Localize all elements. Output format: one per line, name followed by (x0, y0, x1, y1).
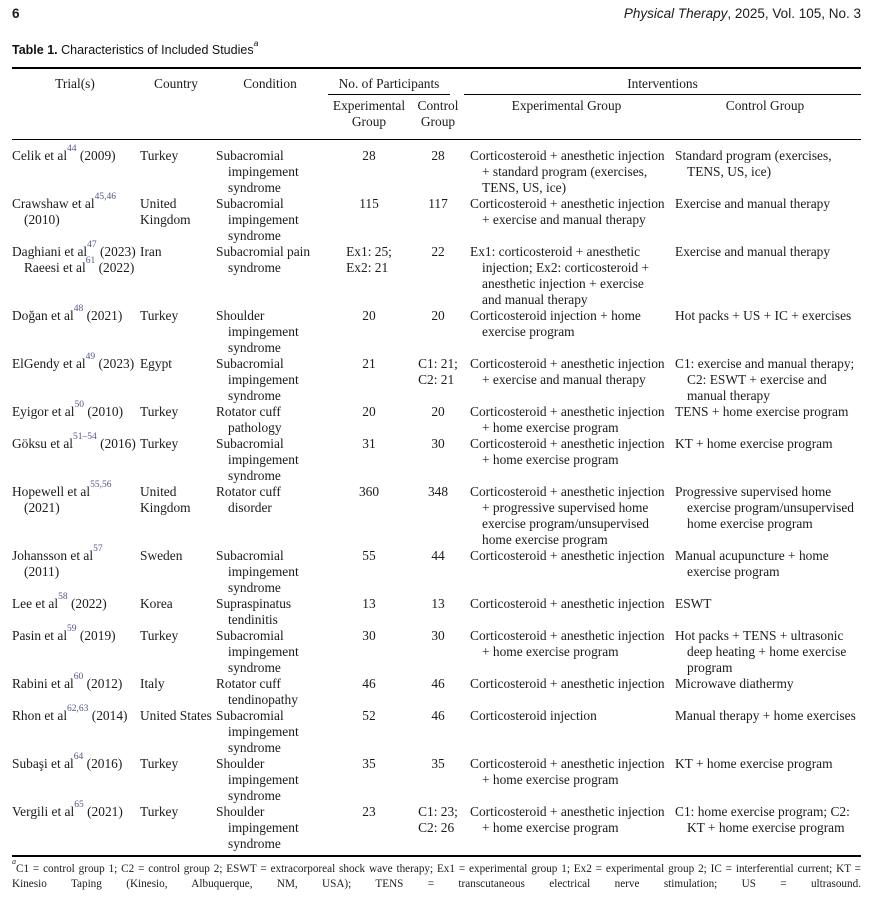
participant-count-line: C2: 26 (418, 820, 455, 835)
participants-experimental-cell: 13 (362, 596, 376, 611)
country-cell: Turkey (140, 804, 179, 819)
condition-cell (214, 404, 326, 436)
journal-name: Physical Therapy (623, 6, 728, 21)
intervention-control-text: TENS + home exercise program (675, 404, 849, 419)
citation-ref-link[interactable]: 48 (73, 303, 84, 314)
country-cell: Egypt (140, 356, 172, 371)
column-group-participants (326, 68, 464, 95)
country-cell: Turkey (140, 756, 179, 771)
condition-text: Subacromial pain syndrome (216, 244, 311, 275)
intervention-control-cell (669, 244, 861, 308)
study-year: (2011) (24, 564, 60, 579)
country-cell: Turkey (140, 308, 179, 323)
trial-cell (12, 479, 138, 548)
country-cell: Sweden (140, 548, 183, 563)
participants-experimental-cell: 31 (362, 436, 376, 451)
intervention-experimental-cell (464, 308, 669, 356)
participants-experimental-cell: 23 (362, 804, 376, 819)
study-year: (2023) (98, 356, 135, 371)
journal-issue-info: , 2025, Vol. 105, No. 3 (727, 6, 861, 21)
study-name: Göksu et al (12, 436, 73, 451)
intervention-control-cell (669, 804, 861, 856)
study-citation (12, 431, 136, 452)
study-name: Raeesi et al (24, 260, 86, 275)
table-row (12, 676, 861, 708)
study-citation (12, 399, 136, 420)
participant-count-lines (346, 244, 392, 276)
country-cell: United States (140, 708, 212, 723)
study-year: (2009) (79, 148, 116, 163)
condition-text: Subacromial impingement syndrome (216, 148, 299, 195)
intervention-experimental-text: Corticosteroid + anesthetic injection + home exercise program (470, 628, 665, 659)
country-cell: Italy (140, 676, 165, 691)
intervention-experimental-cell (464, 356, 669, 404)
intervention-control-cell (669, 484, 861, 548)
study-year: (2019) (79, 628, 116, 643)
participant-count-line: Ex1: 25; (346, 244, 392, 259)
intervention-experimental-text: Corticosteroid injection + home exercise program (470, 308, 641, 339)
table-row (12, 140, 861, 197)
table-row (12, 548, 861, 596)
study-citation (12, 703, 136, 724)
table-row (12, 484, 861, 548)
condition-cell (214, 140, 326, 197)
participants-experimental-cell: 360 (358, 484, 380, 499)
intervention-control-text: Microwave diathermy (675, 676, 794, 691)
study-year: (2012) (86, 676, 123, 691)
study-name: Rhon et al (12, 708, 68, 723)
intervention-experimental-cell (464, 804, 669, 856)
participants-control-cell: 44 (431, 548, 445, 563)
study-citation (12, 239, 136, 260)
condition-cell (214, 484, 326, 548)
intervention-control-text: Hot packs + US + IC + exercises (675, 308, 852, 323)
column-group-participants-label: No. of Participants (328, 76, 450, 95)
trial-cell (12, 140, 138, 197)
condition-text: Rotator cuff pathology (216, 404, 282, 435)
intervention-control-cell (669, 436, 861, 484)
intervention-experimental-cell (464, 628, 669, 676)
condition-cell (214, 756, 326, 804)
condition-cell (214, 308, 326, 356)
participants-control-cell (412, 356, 464, 404)
intervention-control-cell (669, 308, 861, 356)
intervention-control-text: KT + home exercise program (675, 756, 833, 771)
table-row (12, 436, 861, 484)
study-year: (2010) (24, 212, 60, 227)
participants-experimental-cell: 28 (362, 148, 376, 163)
trial-cell (12, 303, 138, 356)
intervention-control-cell (669, 708, 861, 756)
condition-text: Subacromial impingement syndrome (216, 356, 299, 403)
study-citation (24, 255, 136, 276)
study-citation (12, 303, 136, 324)
table-row (12, 756, 861, 804)
condition-text: Shoulder impingement syndrome (216, 804, 299, 851)
participants-control-cell: 30 (431, 436, 445, 451)
participants-experimental-cell: 35 (362, 756, 376, 771)
citation-ref-link[interactable]: 55,56 (90, 479, 112, 490)
intervention-control-cell (669, 596, 861, 628)
condition-text: Supraspinatus tendinitis (216, 596, 292, 627)
country-cell: Turkey (140, 404, 179, 419)
intervention-control-cell (669, 140, 861, 197)
participants-experimental-cell: 30 (362, 628, 376, 643)
participants-control-cell: 28 (431, 148, 445, 163)
intervention-control-text: KT + home exercise program (675, 436, 833, 451)
study-name: Hopewell et al (12, 484, 91, 499)
intervention-control-cell (669, 756, 861, 804)
citation-ref-link[interactable]: 47 (87, 239, 97, 250)
citation-ref-link[interactable]: 57 (93, 543, 103, 554)
intervention-control-text: Exercise and manual therapy (675, 244, 831, 259)
study-citation (12, 479, 136, 516)
intervention-experimental-cell (464, 756, 669, 804)
study-year: (2022) (70, 596, 107, 611)
study-citation (12, 351, 136, 372)
intervention-experimental-text: Corticosteroid + anesthetic injection + standard program (exercises, TENS, US, ice) (470, 148, 665, 195)
country-cell: Turkey (140, 628, 179, 643)
study-citation (12, 623, 136, 644)
study-name: Pasin et al (12, 628, 68, 643)
trial-cell (12, 799, 138, 856)
study-citation (12, 751, 136, 772)
participants-experimental-cell: 46 (362, 676, 376, 691)
country-cell: Korea (140, 596, 173, 611)
column-header-participants-experimental: Experimental Group (326, 95, 412, 140)
intervention-experimental-cell (464, 436, 669, 484)
journal-reference (624, 6, 861, 22)
citation-ref-link[interactable]: 60 (73, 671, 84, 682)
intervention-experimental-cell (464, 708, 669, 756)
participant-count-lines (418, 356, 458, 388)
column-group-interventions-label: Interventions (464, 76, 861, 95)
intervention-experimental-cell (464, 404, 669, 436)
participants-experimental-cell: 20 (362, 308, 376, 323)
country-cell: United Kingdom (140, 484, 191, 515)
caption-footnote-mark: a (253, 37, 259, 48)
table-header-row-groups (12, 68, 861, 95)
table-caption (12, 37, 861, 58)
study-year: (2021) (87, 804, 123, 819)
intervention-experimental-text: Corticosteroid + anesthetic injection + exercise and manual therapy (470, 356, 665, 387)
citation-ref-link[interactable]: 45,46 (94, 191, 116, 202)
trial-cell (12, 431, 138, 484)
study-citation (12, 143, 136, 164)
column-header-trial: Trial(s) (12, 68, 138, 140)
study-year: (2010) (87, 404, 124, 419)
participants-experimental-cell (326, 244, 412, 308)
table-row (12, 596, 861, 628)
study-name: Eyigor et al (12, 404, 75, 419)
condition-cell (214, 436, 326, 484)
intervention-experimental-text: Corticosteroid injection (470, 708, 597, 723)
condition-text: Rotator cuff disorder (216, 484, 281, 515)
intervention-control-text: Manual therapy + home exercises (675, 708, 856, 723)
study-year: (2022) (98, 260, 135, 275)
participant-count-lines (418, 804, 458, 836)
participants-experimental-cell: 52 (362, 708, 376, 723)
participant-count-line: Ex2: 21 (346, 260, 389, 275)
intervention-experimental-text: Corticosteroid + anesthetic injection + home exercise program (470, 404, 665, 435)
intervention-control-text: Manual acupuncture + home exercise program (675, 548, 829, 579)
study-year: (2021) (86, 308, 123, 323)
participants-experimental-cell: 115 (359, 196, 379, 211)
intervention-experimental-text: Corticosteroid + anesthetic injection (470, 596, 665, 611)
participants-control-cell: 117 (428, 196, 448, 211)
intervention-control-text: C1: home exercise program; C2: KT + home exercise program (675, 804, 850, 835)
condition-text: Shoulder impingement syndrome (216, 308, 299, 355)
participants-control-cell: 348 (427, 484, 449, 499)
study-name: Crawshaw et al (12, 196, 95, 211)
country-cell: United Kingdom (140, 196, 191, 227)
table-row (12, 196, 861, 244)
trial-cell (12, 239, 138, 308)
table-row (12, 628, 861, 676)
running-head (12, 6, 861, 22)
table-row (12, 708, 861, 756)
participant-count-line: C2: 21 (418, 372, 455, 387)
trial-cell (12, 623, 138, 676)
table-footnote (12, 857, 861, 892)
intervention-control-text: Standard program (exercises, TENS, US, ice) (675, 148, 832, 179)
condition-cell (214, 356, 326, 404)
condition-text: Subacromial impingement syndrome (216, 196, 299, 243)
participants-control-cell: 20 (431, 308, 445, 323)
study-name: Vergili et al (12, 804, 75, 819)
table-row (12, 308, 861, 356)
table-row (12, 404, 861, 436)
condition-cell (214, 244, 326, 308)
intervention-control-cell (669, 356, 861, 404)
trial-cell (12, 543, 138, 596)
column-header-condition: Condition (214, 68, 326, 140)
condition-text: Shoulder impingement syndrome (216, 756, 299, 803)
table-row (12, 804, 861, 856)
intervention-control-text: Hot packs + TENS + ultrasonic deep heating + home exercise program (675, 628, 847, 675)
participants-experimental-cell: 20 (362, 404, 376, 419)
condition-text: Subacromial impingement syndrome (216, 548, 299, 595)
intervention-experimental-cell (464, 596, 669, 628)
participants-control-cell: 46 (431, 708, 445, 723)
citation-ref-link[interactable]: 50 (74, 399, 84, 410)
country-cell: Iran (140, 244, 162, 259)
study-year: (2016) (100, 436, 136, 451)
study-name: Johansson et al (12, 548, 94, 563)
participant-count-line: C1: 23; (418, 804, 458, 819)
intervention-experimental-cell (464, 244, 669, 308)
table-caption-title: Characteristics of Included Studies (61, 43, 254, 57)
condition-cell (214, 548, 326, 596)
intervention-experimental-text: Ex1: corticosteroid + anesthetic injection; Ex2: corticosteroid + anesthetic injection + exercise and manual therapy (470, 244, 650, 307)
study-year: (2014) (91, 708, 128, 723)
study-citation (12, 671, 136, 692)
condition-cell (214, 676, 326, 708)
table-header (12, 68, 861, 140)
participants-control-cell: 46 (431, 676, 445, 691)
participants-control-cell: 35 (431, 756, 445, 771)
citation-ref-link[interactable]: 62,63 (67, 703, 89, 714)
participants-control-cell: 13 (431, 596, 445, 611)
citation-ref-link[interactable]: 51–54 (73, 431, 97, 442)
intervention-control-cell (669, 404, 861, 436)
trial-cell (12, 191, 138, 244)
citation-ref-link[interactable]: 65 (74, 799, 84, 810)
intervention-experimental-text: Corticosteroid + anesthetic injection + home exercise program (470, 804, 665, 835)
table-row (12, 244, 861, 308)
condition-text: Subacromial impingement syndrome (216, 628, 299, 675)
study-name: Lee et al (12, 596, 59, 611)
intervention-experimental-text: Corticosteroid + anesthetic injection (470, 676, 665, 691)
intervention-control-cell (669, 676, 861, 708)
study-citation (12, 799, 136, 820)
footnote-text: C1 = control group 1; C2 = control group 2; ESWT = extracorporeal shock wave therapy; Ex1 = experimental group 1; Ex2 = experimental group 2; IC = interferential current; KT = Kinesio Taping (Kinesio, Albuquerque, NM, USA); TENS = transcutaneous electrical nerve stimulation; US = ultrasound. (12, 863, 861, 890)
column-group-interventions (464, 68, 861, 95)
participants-experimental-cell: 55 (362, 548, 376, 563)
condition-cell (214, 708, 326, 756)
citation-ref-link[interactable]: 59 (67, 623, 77, 634)
column-header-interventions-experimental: Experimental Group (464, 95, 669, 140)
participants-control-cell: 20 (431, 404, 445, 419)
page-number: 6 (12, 6, 20, 21)
participants-control-cell: 22 (431, 244, 445, 259)
study-year: (2016) (86, 756, 123, 771)
condition-cell (214, 596, 326, 628)
intervention-control-cell (669, 548, 861, 596)
intervention-control-text: Progressive supervised home exercise program/unsupervised home exercise program (675, 484, 854, 531)
study-name: Doğan et al (12, 308, 74, 323)
table-row (12, 356, 861, 404)
participants-control-cell (412, 804, 464, 856)
condition-text: Subacromial impingement syndrome (216, 708, 299, 755)
intervention-experimental-text: Corticosteroid + anesthetic injection (470, 548, 665, 563)
study-citation (12, 191, 136, 228)
study-year: (2021) (24, 500, 60, 515)
studies-table (12, 67, 861, 857)
study-citation (12, 591, 136, 612)
column-header-interventions-control: Control Group (669, 95, 861, 140)
intervention-experimental-cell (464, 548, 669, 596)
country-cell: Turkey (140, 148, 179, 163)
intervention-control-text: Exercise and manual therapy (675, 196, 831, 211)
intervention-control-cell (669, 628, 861, 676)
study-name: ElGendy et al (12, 356, 86, 371)
condition-text: Subacromial impingement syndrome (216, 436, 299, 483)
study-name: Daghiani et al (12, 244, 88, 259)
condition-cell (214, 628, 326, 676)
study-name: Celik et al (12, 148, 68, 163)
study-name: Subaşi et al (12, 756, 74, 771)
intervention-experimental-text: Corticosteroid + anesthetic injection + home exercise program (470, 756, 665, 787)
citation-ref-link[interactable]: 61 (85, 255, 96, 266)
intervention-experimental-text: Corticosteroid + anesthetic injection + progressive supervised home exercise program/unsupervised home exercise program (470, 484, 665, 547)
trial-cell (12, 703, 138, 756)
intervention-experimental-text: Corticosteroid + anesthetic injection + home exercise program (470, 436, 665, 467)
intervention-control-text: C1: exercise and manual therapy; C2: ESWT + exercise and manual therapy (675, 356, 855, 403)
participants-control-cell: 30 (431, 628, 445, 643)
intervention-experimental-cell (464, 484, 669, 548)
intervention-experimental-text: Corticosteroid + anesthetic injection + exercise and manual therapy (470, 196, 665, 227)
participant-count-line: C1: 21; (418, 356, 458, 371)
intervention-experimental-cell (464, 196, 669, 244)
trial-cell (12, 751, 138, 804)
study-citation (12, 543, 136, 580)
intervention-control-cell (669, 196, 861, 244)
table-body (12, 140, 861, 857)
trial-cell (12, 351, 138, 404)
country-cell: Turkey (140, 436, 179, 451)
table-caption-label: Table 1. (12, 43, 58, 57)
citation-ref-link[interactable]: 64 (73, 751, 84, 762)
intervention-control-text: ESWT (675, 596, 712, 611)
intervention-experimental-cell (464, 140, 669, 197)
condition-cell (214, 804, 326, 856)
study-name: Rabini et al (12, 676, 74, 691)
participants-experimental-cell: 21 (362, 356, 376, 371)
intervention-experimental-cell (464, 676, 669, 708)
condition-text: Rotator cuff tendinopathy (216, 676, 298, 707)
citation-ref-link[interactable]: 58 (58, 591, 68, 602)
citation-ref-link[interactable]: 49 (85, 351, 96, 362)
footnote-mark: a (12, 857, 16, 867)
citation-ref-link[interactable]: 44 (67, 143, 77, 154)
condition-cell (214, 196, 326, 244)
column-header-country: Country (138, 68, 214, 140)
column-header-participants-control: Control Group (412, 95, 464, 140)
study-year: (2023) (99, 244, 136, 259)
